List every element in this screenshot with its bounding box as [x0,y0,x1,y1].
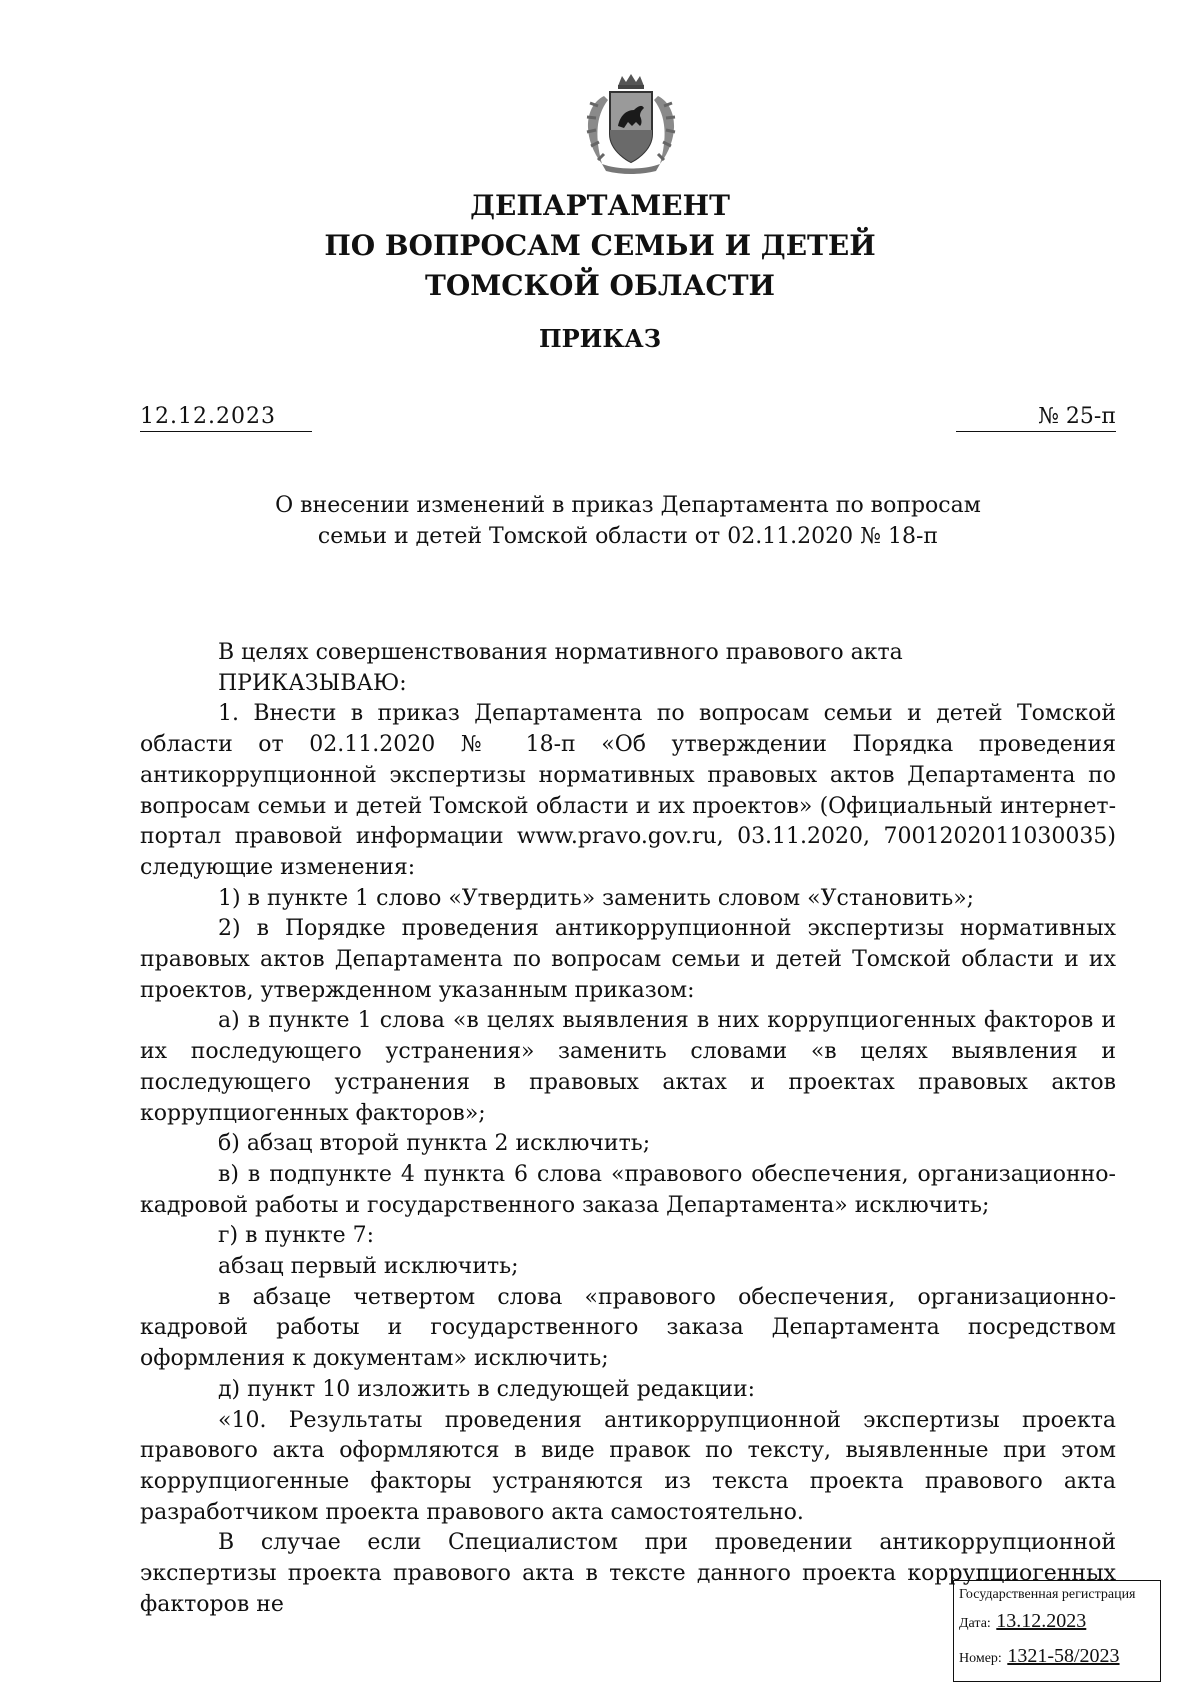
document-date: 12.12.2023 [140,404,312,432]
body-paragraph: в абзаце четвертом слова «правового обеспечения, организационно-кадровой работы и государственного заказа Департамента посредством оформления к документам» исключить; [140,1284,1116,1372]
body-paragraph: д) пункт 10 изложить в следующей редакции: [218,1376,756,1402]
registration-number-row [959,1640,1155,1675]
body-paragraph: 1. Внести в приказ Департамента по вопросам семьи и детей Томской области от 02.11.2020 № 18-п «Об утверждении Порядка проведения антикоррупционной экспертизы нормативных правовых актов Департамента по вопросам семьи и детей Томской области и их проектов» (Официальный интернет-портал правовой информации www.pravo.gov.ru, 03.11.2020, 7001202011030035) следующие изменения: [140,701,1116,880]
registration-date-value: 13.12.2023 [996,1610,1087,1632]
document-number: № 25-п [956,404,1116,432]
org-line-1: ДЕПАРТАМЕНТ [470,189,730,222]
registration-date-label: Дата: [959,1616,991,1631]
registration-date-row [959,1605,1155,1640]
organization-title [0,186,1200,306]
body-paragraph: 1) в пункте 1 слово «Утвердить» заменить словом «Установить»; [218,885,975,911]
body-paragraph: а) в пункте 1 слова «в целях выявления в них коррупциогенных факторов и их последующего устранения» заменить словами «в целях выявления и последующего устранения в правовых актах и проектах правовых актов коррупциогенных факторов»; [140,1008,1116,1126]
registration-title: Государственная регистрация [959,1587,1136,1602]
body-paragraph: абзац первый исключить; [218,1254,519,1280]
body-paragraph: в) в подпункте 4 пункта 6 слова «правового обеспечения, организационно-кадровой работы и государственного заказа Департамента» исключить; [140,1161,1116,1218]
registration-stamp [953,1580,1161,1682]
body-paragraph: 2) в Порядке проведения антикоррупционной экспертизы нормативных правовых актов Департамента по вопросам семьи и детей Томской области и их проектов, утвержденном указанным приказом: [140,916,1116,1003]
preamble-paragraph: В целях совершенствования нормативного правового акта [218,640,903,665]
registration-number-value: 1321-58/2023 [1007,1645,1120,1667]
org-line-3: ТОМСКОЙ ОБЛАСТИ [424,269,776,302]
subject-line-2: семьи и детей Томской области от 02.11.2020 № 18-п [317,524,939,549]
document-body [140,638,1116,1621]
coat-of-arms-icon [568,72,694,176]
registration-number-label: Номер: [959,1651,1002,1666]
body-paragraph: В случае если Специалистом при проведении антикоррупционной экспертизы проекта правового акта в тексте данного проекта коррупциогенных факторов не [140,1530,1116,1617]
body-paragraph: г) в пункте 7: [218,1223,375,1249]
document-type: ПРИКАЗ [538,324,662,353]
document-subject [140,490,1116,552]
order-keyword: ПРИКАЗЫВАЮ: [218,670,407,696]
body-paragraph: «10. Результаты проведения антикоррупционной экспертизы проекта правового акта оформляются в виде правок по тексту, выявленные при этом коррупциогенные факторы устраняются из текста проекта правового акта разработчиком проекта правового акта самостоятельно. [140,1407,1116,1525]
org-line-2: ПО ВОПРОСАМ СЕМЬИ И ДЕТЕЙ [324,229,876,262]
body-paragraph: б) абзац второй пункта 2 исключить; [218,1131,651,1157]
subject-line-1: О внесении изменений в приказ Департамента по вопросам [275,493,981,518]
